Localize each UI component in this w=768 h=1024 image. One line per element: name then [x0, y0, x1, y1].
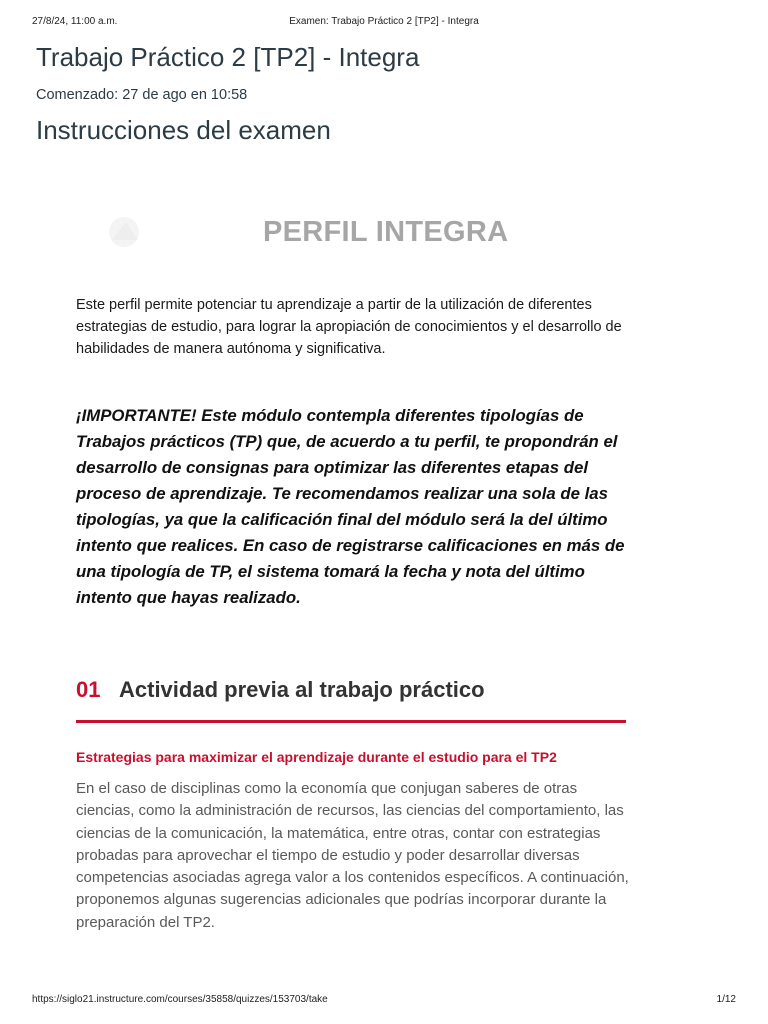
- print-date: 27/8/24, 11:00 a.m.: [32, 16, 118, 27]
- section-divider: [76, 720, 626, 723]
- intro-paragraph: Este perfil permite potenciar tu aprendizaje a partir de la utilización de diferentes estrategias de estudio, para lograr la apropiación de conocimientos y el desarrollo de habilidades de manera autónoma y significativa.: [76, 297, 622, 357]
- faded-logo-icon: [100, 212, 152, 252]
- section-number: 01: [76, 677, 101, 702]
- section-body-paragraph: En el caso de disciplinas como la economía que conjugan saberes de otras ciencias, como la administración de recursos, las ciencias del comportamiento, las ciencias de la comunicación, la matemática, entre otras, contar con estrategias probadas para aprovechar el tiempo de estudio y poder desarrollar diversas competencias asociadas agrega valor a los contenidos específicos. A continuación, proponemos algunas sugerencias adicionales que podrías incorporar durante la preparación del TP2.: [76, 780, 629, 931]
- print-url: https://siglo21.instructure.com/courses/35858/quizzes/153703/take: [32, 994, 328, 1005]
- print-header: [32, 16, 736, 30]
- instructions-heading: Instrucciones del examen: [36, 115, 331, 145]
- print-document-title: Examen: Trabajo Práctico 2 [TP2] - Integra: [289, 16, 479, 27]
- quiz-started-timestamp: Comenzado: 27 de ago en 10:58: [36, 87, 248, 103]
- section-subheading: Estrategias para maximizar el aprendizaje durante el estudio para el TP2: [76, 749, 557, 765]
- important-notice: ¡IMPORTANTE! Este módulo contempla diferentes tipologías de Trabajos prácticos (TP) que, de acuerdo a tu perfil, te propondrán el desarrollo de consignas para optimizar las diferentes etapas del proceso de aprendizaje. Te recomendamos realizar una sola de las tipologías, ya que la calificación final del módulo será la del último intento que realices. En caso de registrarse calificaciones en más de una tipología de TP, el sistema tomará la fecha y nota del último intento que hayas realizado.: [76, 406, 625, 607]
- quiz-title: Trabajo Práctico 2 [TP2] - Integra: [36, 42, 420, 72]
- section-header: [76, 675, 626, 725]
- print-page-number: 1/12: [716, 994, 736, 1005]
- banner-title: PERFIL INTEGRA: [263, 216, 509, 248]
- section-title: Actividad previa al trabajo práctico: [119, 677, 485, 702]
- print-footer: [32, 994, 736, 1008]
